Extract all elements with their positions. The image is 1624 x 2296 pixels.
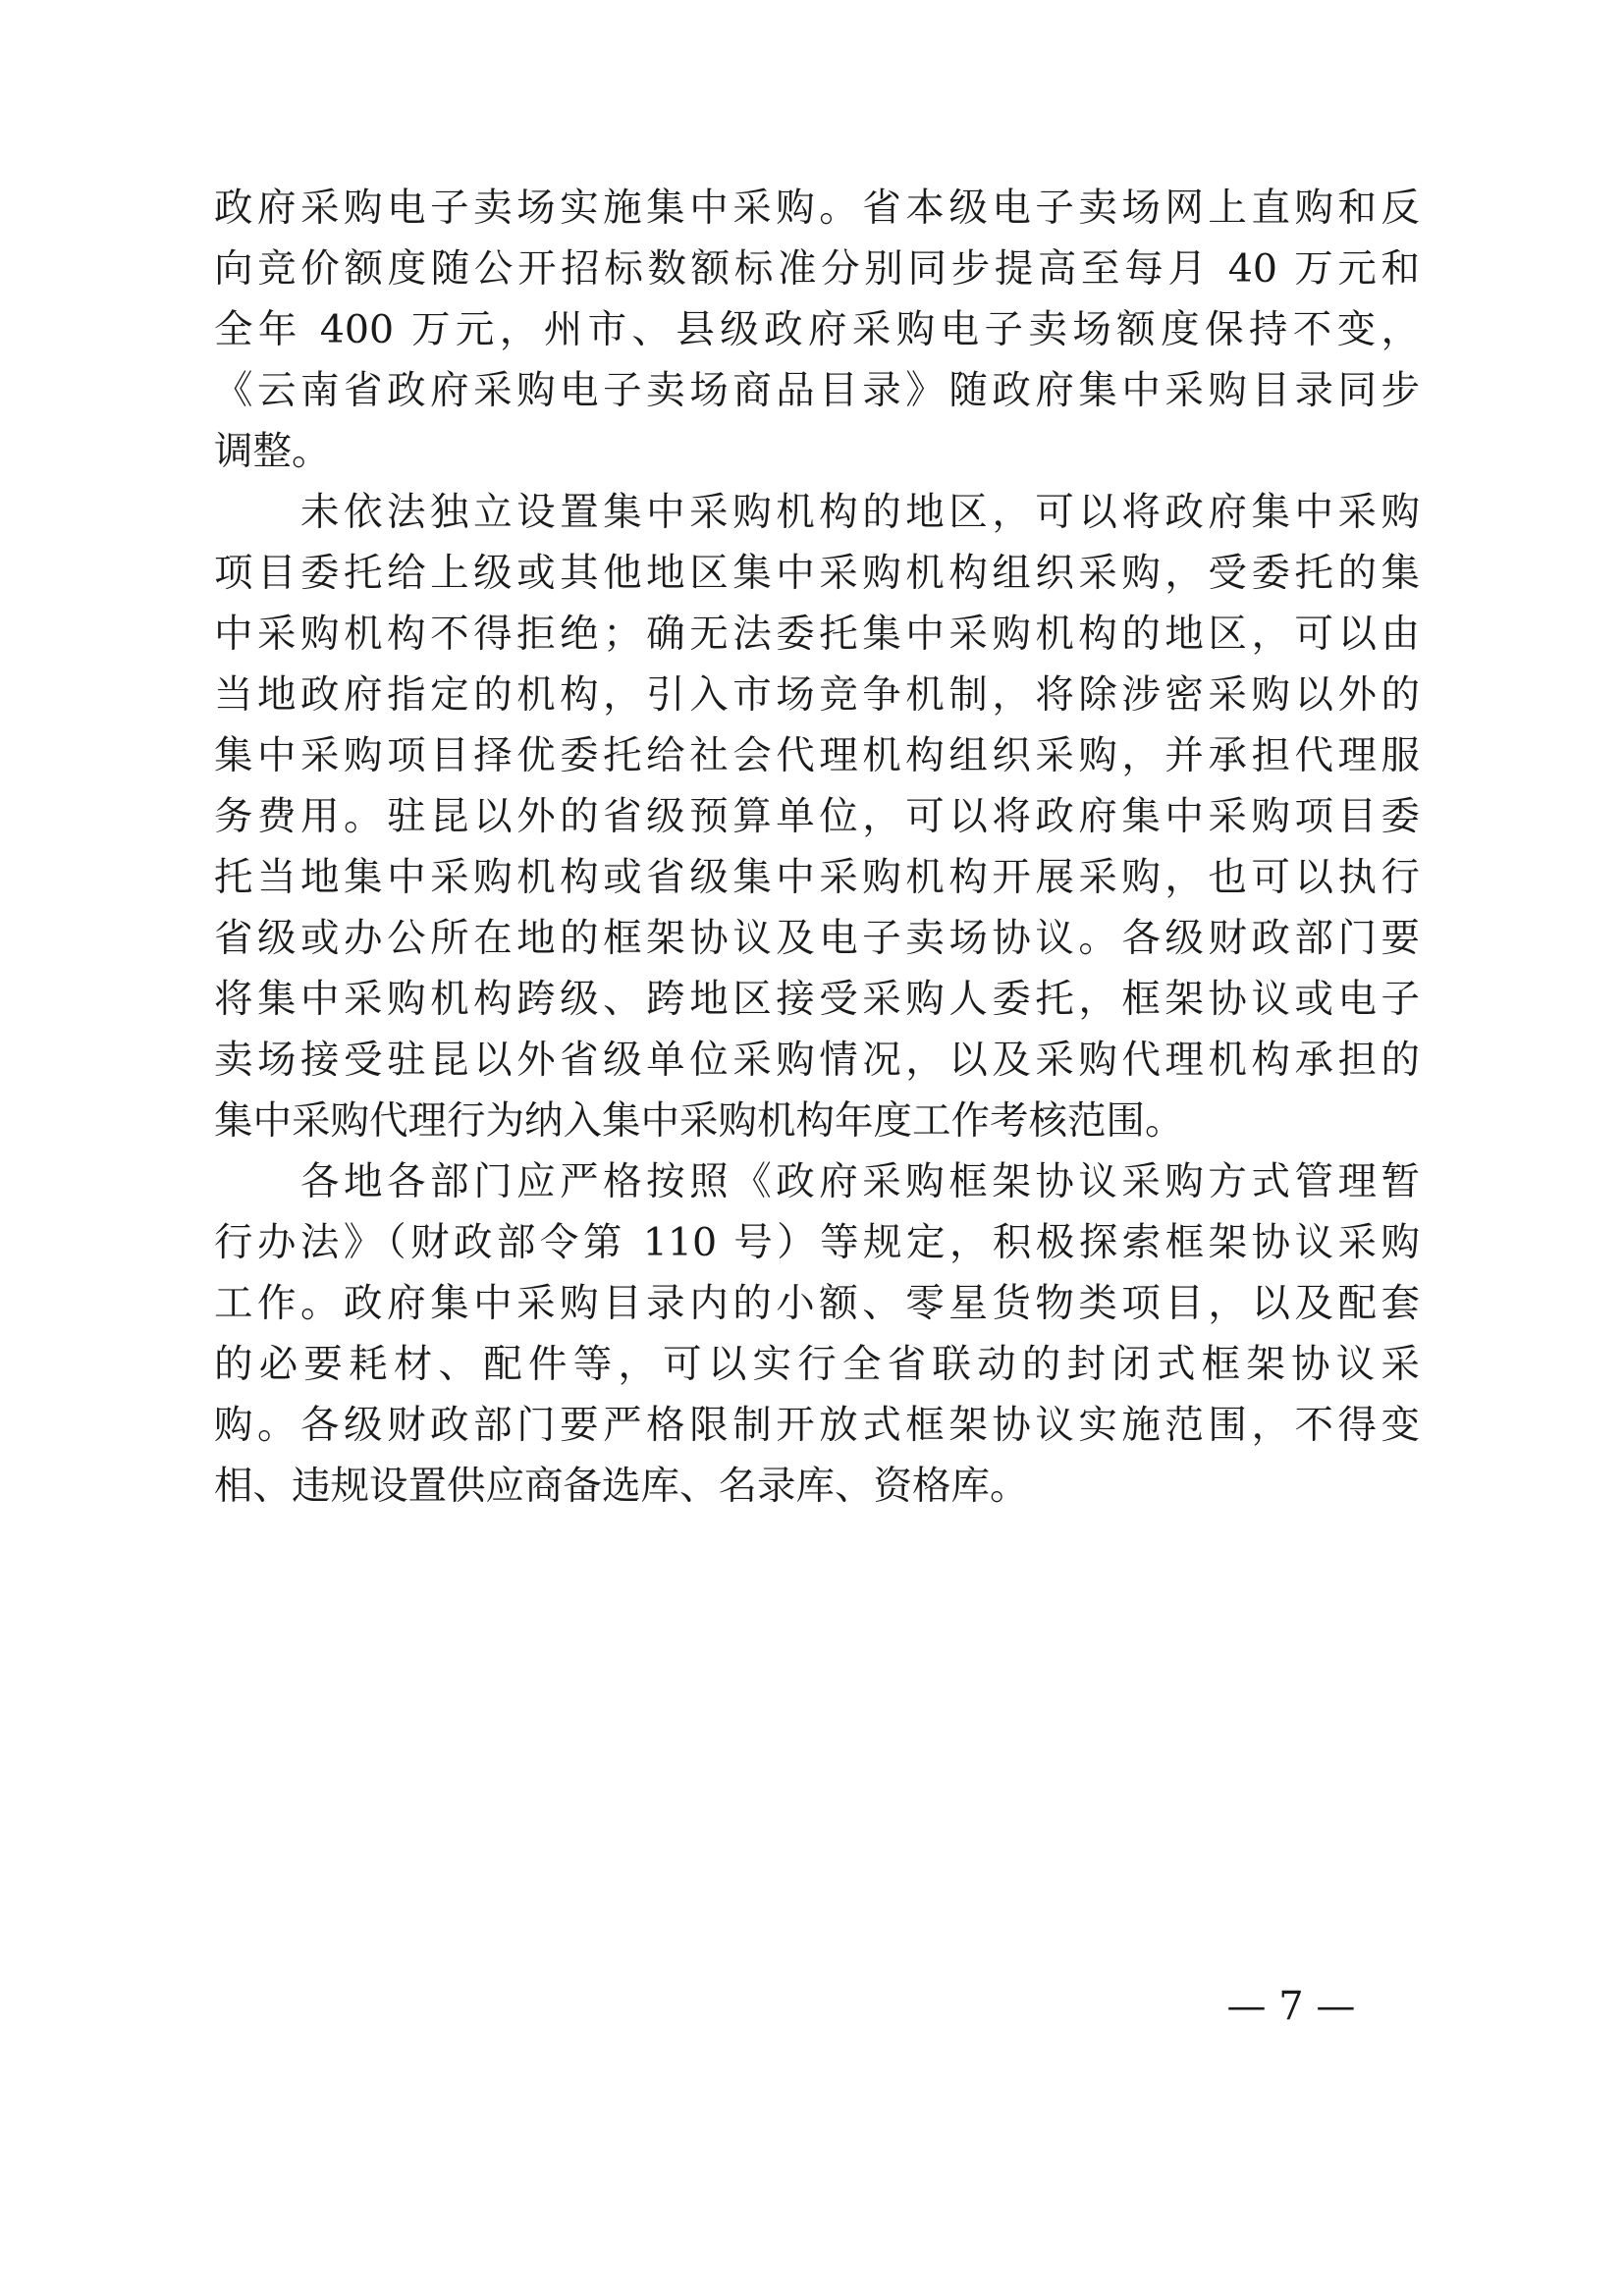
paragraph-2-line-1: 未依法独立设置集中采购机构的地区，可以将政府集中采购 bbox=[300, 490, 1420, 535]
paragraph-1-line-3: 全年 400 万元，州市、县级政府采购电子卖场额度保持不变， bbox=[214, 307, 1420, 352]
paragraph-1-line-4: 《云南省政府采购电子卖场商品目录》随政府集中采购目录同步 bbox=[214, 368, 1420, 413]
paragraph-3-line-5: 购。各级财政部门要严格限制开放式框架协议实施范围，不得变 bbox=[214, 1403, 1420, 1448]
paragraph-2-line-10: 卖场接受驻昆以外省级单位采购情况，以及采购代理机构承担的 bbox=[214, 1038, 1420, 1083]
paragraph-2-line-11: 集中采购代理行为纳入集中采购机构年度工作考核范围。 bbox=[214, 1098, 1184, 1144]
paragraph-3-line-1: 各地各部门应严格按照《政府采购框架协议采购方式管理暂 bbox=[300, 1159, 1420, 1204]
paragraph-3-line-6: 相、违规设置供应商备选库、名录库、资格库。 bbox=[214, 1464, 1029, 1509]
paragraph-3-line-3: 工作。政府集中采购目录内的小额、零星货物类项目，以及配套 bbox=[214, 1281, 1420, 1326]
paragraph-2-line-7: 托当地集中采购机构或省级集中采购机构开展采购，也可以执行 bbox=[214, 855, 1420, 900]
paragraph-2-line-4: 当地政府指定的机构，引入市场竞争机制，将除涉密采购以外的 bbox=[214, 672, 1420, 718]
paragraph-2-line-2: 项目委托给上级或其他地区集中采购机构组织采购，受委托的集 bbox=[214, 551, 1420, 596]
paragraph-2-line-8: 省级或办公所在地的框架协议及电子卖场协议。各级财政部门要 bbox=[214, 916, 1420, 961]
page-number: — 7 — bbox=[1226, 1984, 1356, 2029]
paragraph-2-line-3: 中采购机构不得拒绝；确无法委托集中采购机构的地区，可以由 bbox=[214, 612, 1420, 657]
paragraph-1-line-1: 政府采购电子卖场实施集中采购。省本级电子卖场网上直购和反 bbox=[214, 186, 1420, 231]
paragraph-2-line-9: 将集中采购机构跨级、跨地区接受采购人委托，框架协议或电子 bbox=[214, 977, 1420, 1022]
paragraph-1-line-5: 调整。 bbox=[214, 429, 331, 474]
paragraph-3-line-2: 行办法》（财政部令第 110 号）等规定，积极探索框架协议采购 bbox=[214, 1220, 1420, 1265]
paragraph-1-line-2: 向竞价额度随公开招标数额标准分别同步提高至每月 40 万元和 bbox=[214, 246, 1420, 292]
paragraph-2-line-6: 务费用。驻昆以外的省级预算单位，可以将政府集中采购项目委 bbox=[214, 794, 1420, 839]
paragraph-2-line-5: 集中采购项目择优委托给社会代理机构组织采购，并承担代理服 bbox=[214, 733, 1420, 778]
paragraph-3-line-4: 的必要耗材、配件等，可以实行全省联动的封闭式框架协议采 bbox=[214, 1342, 1420, 1387]
